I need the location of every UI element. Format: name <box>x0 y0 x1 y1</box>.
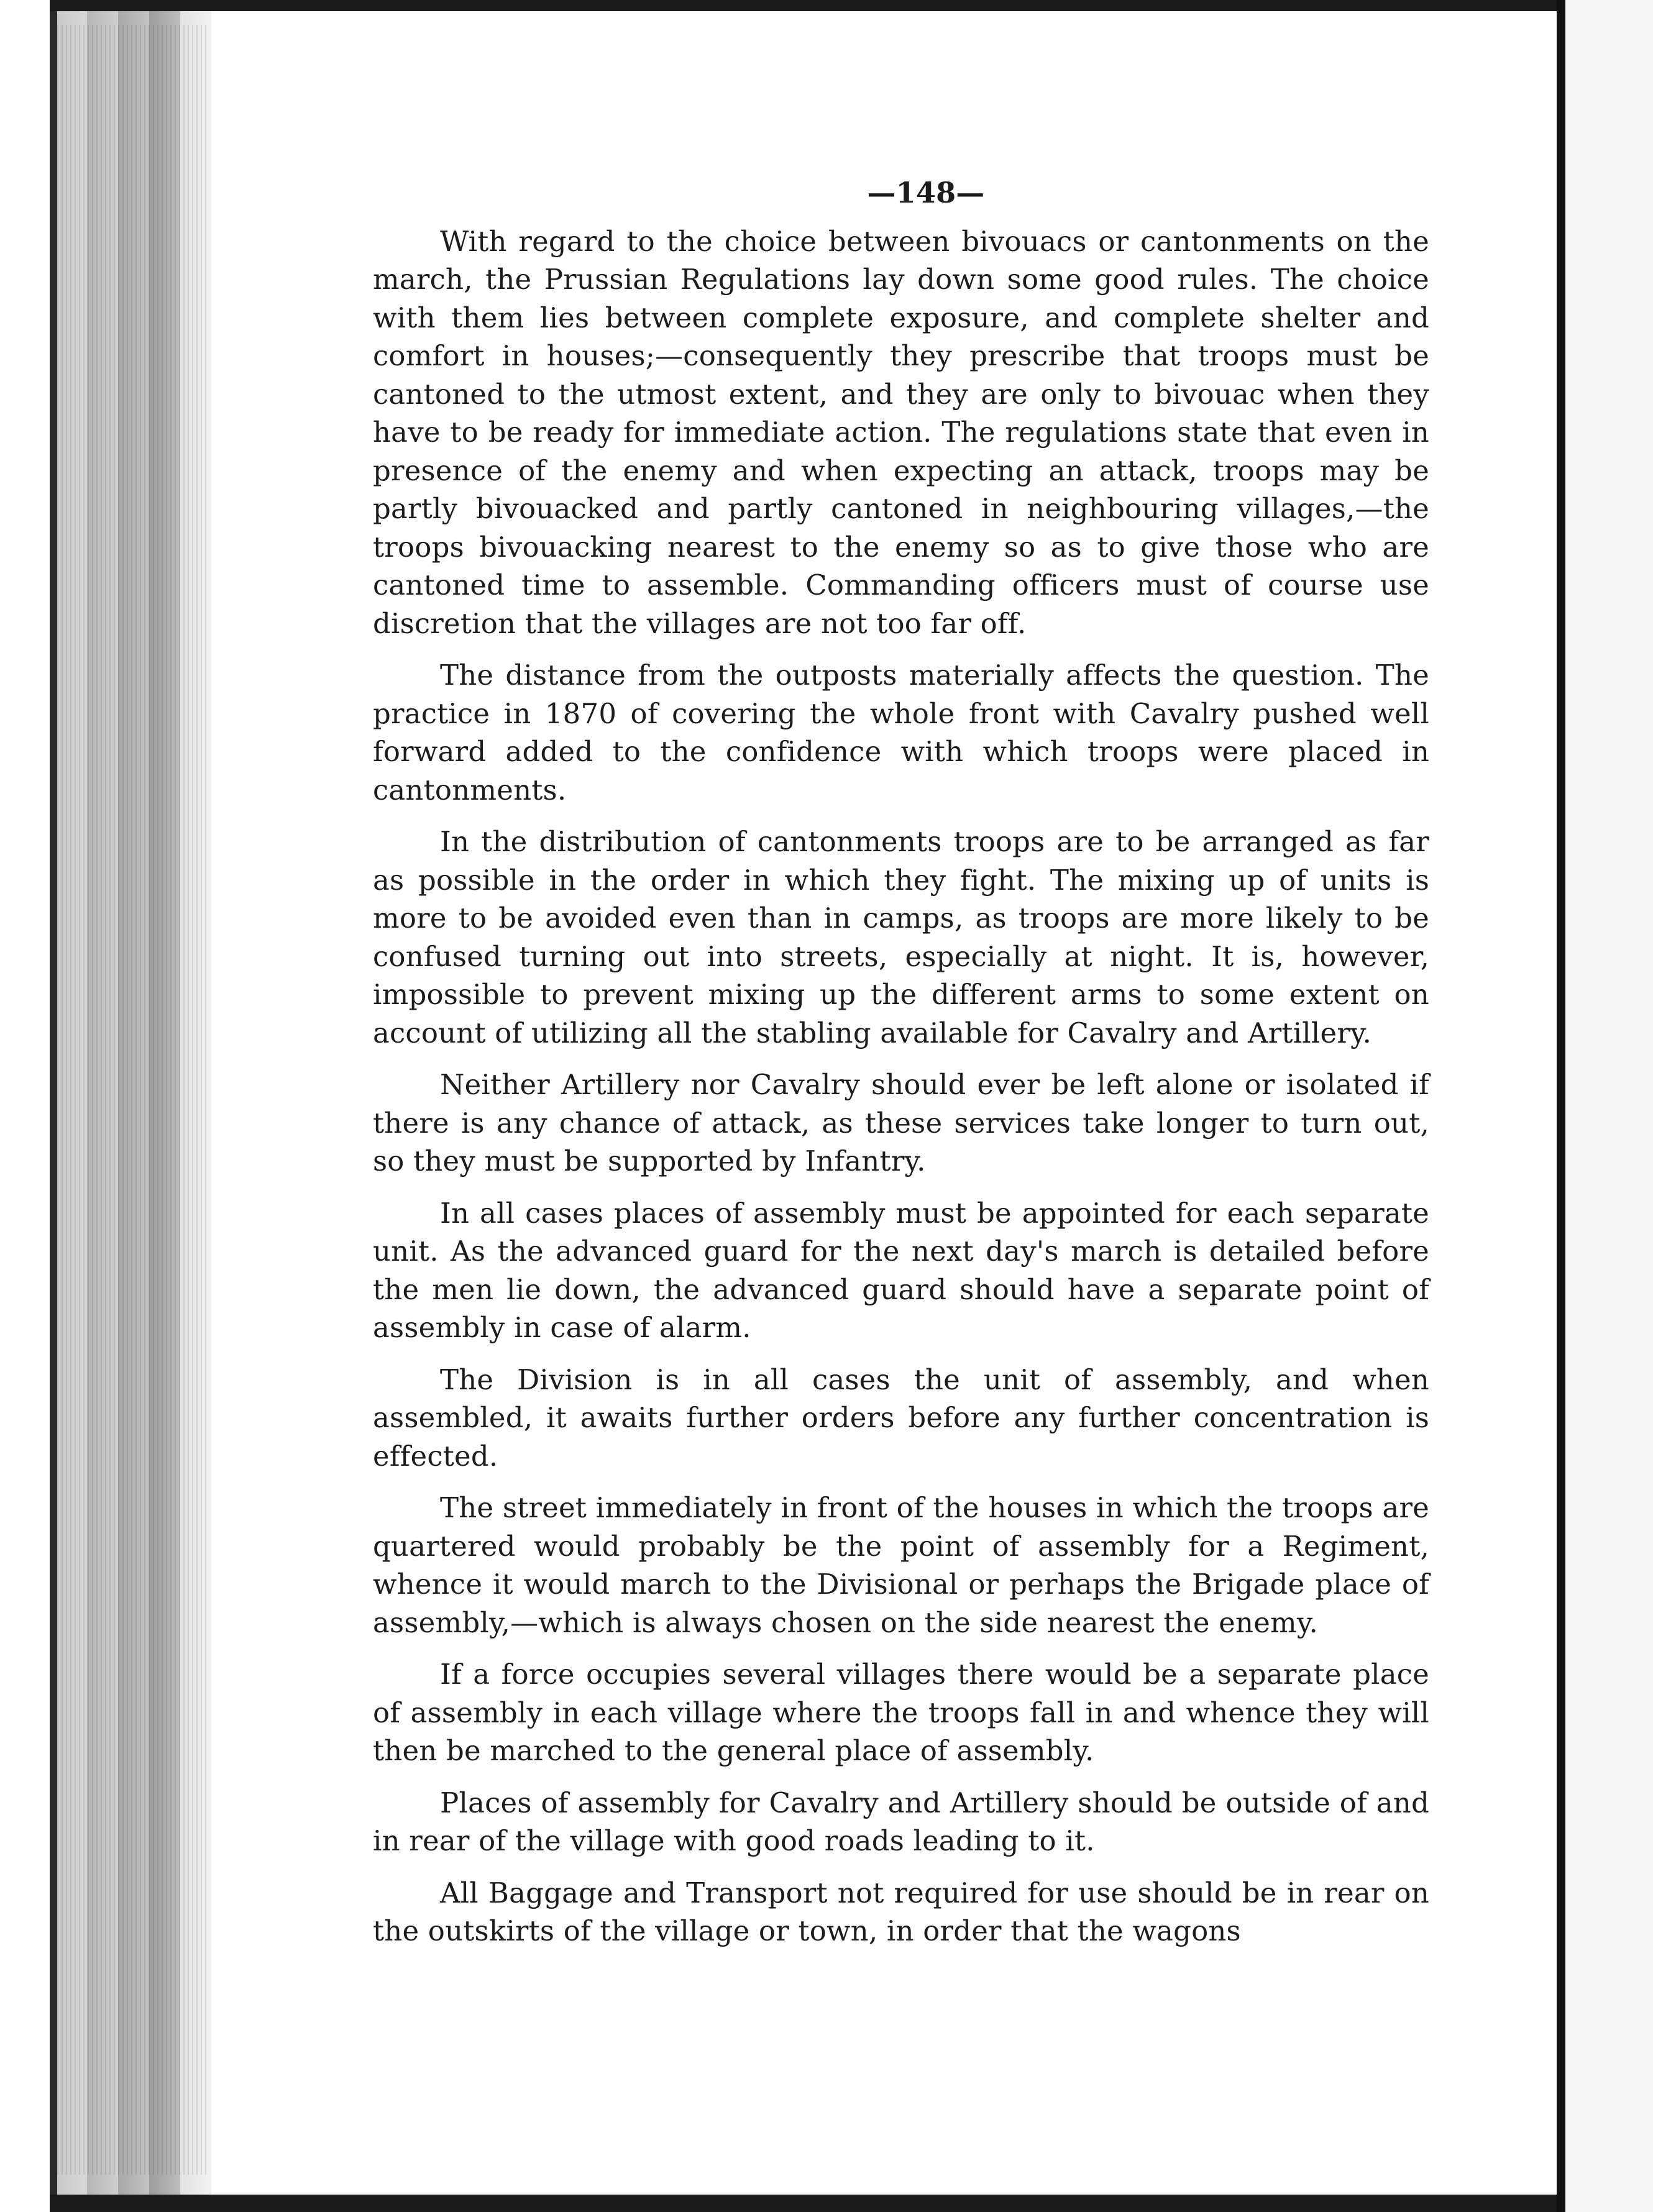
paragraph-9: Places of assembly for Cavalry and Artillery should be outside of and in rear of the village with good roads leading to it. <box>373 1786 1429 1857</box>
paragraph-7: The street immediately in front of the houses in which the troops are quartered would probably be the point of assembly for a Regiment, whence it would march to the Divisional or perhaps the Brigade place of assembly,—which is always chosen on the side nearest the enemy. <box>373 1491 1429 1639</box>
paragraph-10: All Baggage and Transport not required for use should be in rear on the outskirts of the village or town, in order that the wagons <box>373 1876 1429 1947</box>
page-edge-stripes <box>57 25 206 2175</box>
paragraph-6: The Division is in all cases the unit of assembly, and when assembled, it awaits further orders before any further concentration is effected. <box>373 1363 1429 1473</box>
paragraph-1: With regard to the choice between bivouacs or cantonments on the march, the Prussian Regulations lay down some good rules. The choice with them lies between complete exposure, and complete shelter and comfort in houses;—consequently they prescribe that troops must be cantoned to the utmost extent, and they are only to bivouac when they have to be ready for immediate action. The regulations state that even in presence of the enemy and when expecting an attack, troops may be partly bivouacked and partly cantoned in neighbouring villages,—the troops bivouacking nearest to the enemy so as to give those who are cantoned time to assemble. Commanding officers must of course use discretion that the villages are not too far off. <box>373 224 1429 640</box>
page-number: —148— <box>867 176 985 209</box>
book-page-edges <box>0 0 211 2212</box>
paragraph-8: If a force occupies several villages there would be a separate place of assembly in each village where the troops fall in and whence they will then be marched to the general place of assembly. <box>373 1658 1429 1767</box>
paragraph-3: In the distribution of cantonments troops are to be arranged as far as possible in the order in which they fight. The mixing up of units is more to be avoided even than in camps, as troops are more likely to be confused turning out into streets, especially at night. It is, however, impossible to prevent mixing up the different arms to some extent on account of utilizing all the stabling available for Cavalry and Artillery. <box>373 825 1429 1049</box>
paragraph-5: In all cases places of assembly must be appointed for each separate unit. As the advanced guard for the next day's march is detailed before the men lie down, the advanced guard should have a separate point of assembly in case of alarm. <box>373 1196 1429 1344</box>
paragraph-4: Neither Artillery nor Cavalry should ever be left alone or isolated if there is any chance of attack, as these services take longer to turn out, so they must be supported by Infantry. <box>373 1068 1429 1177</box>
book-gutter <box>1557 0 1565 2212</box>
scan-top-border <box>50 0 1560 11</box>
facing-page-edge <box>1565 0 1653 2212</box>
document-page <box>373 174 1429 2150</box>
scan-bottom-border <box>50 2195 1560 2212</box>
paragraph-2: The distance from the outposts materially affects the question. The practice in 1870 of covering the whole front with Cavalry pushed well forward added to the confidence with which troops were placed in cantonments. <box>373 659 1429 807</box>
